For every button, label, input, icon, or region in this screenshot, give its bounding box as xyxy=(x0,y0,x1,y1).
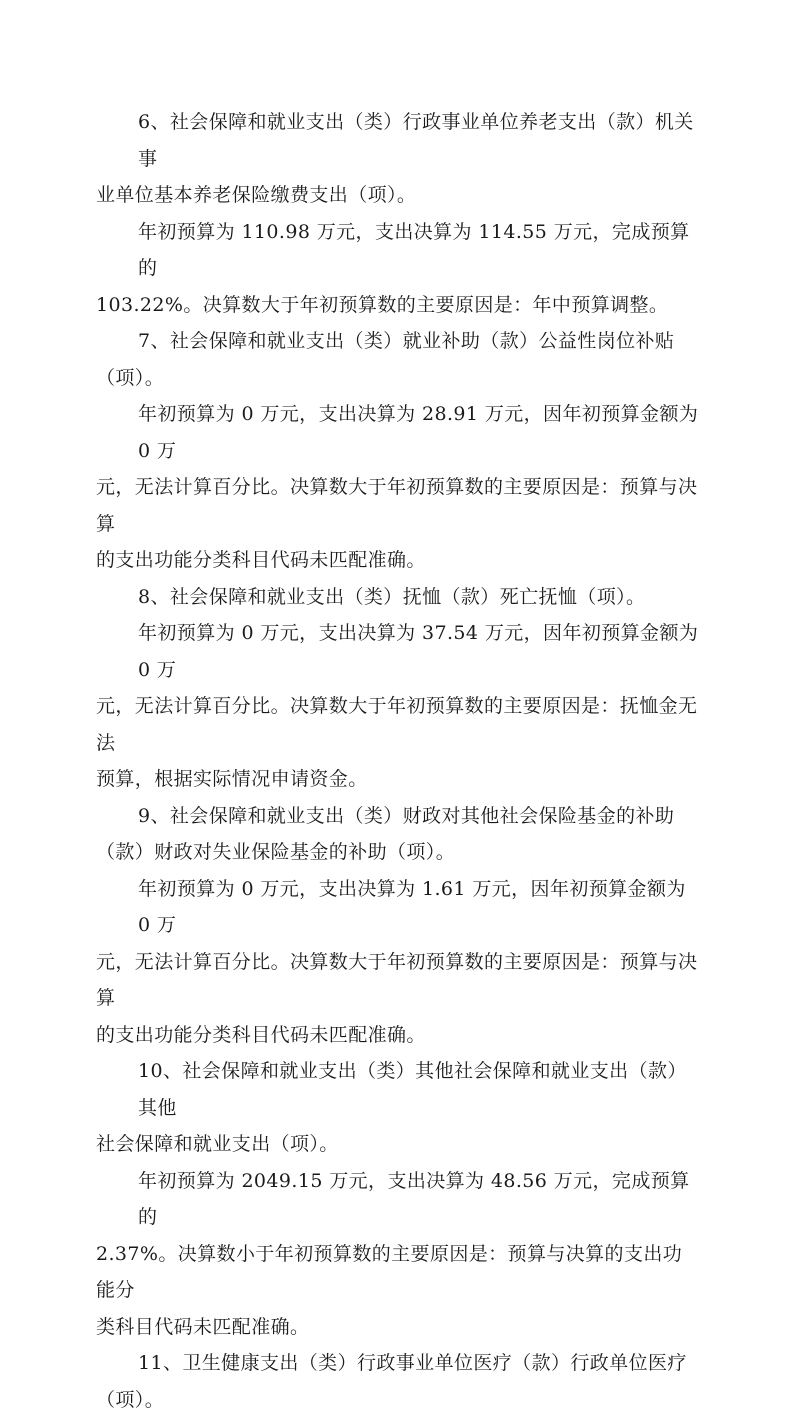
text-line: 8、社会保障和就业支出（类）抚恤（款）死亡抚恤（项）。 xyxy=(96,579,700,616)
text-line: 年初预算为 0 万元，支出决算为 1.61 万元，因年初预算金额为 0 万 xyxy=(96,871,700,944)
paragraph-item-8-title xyxy=(96,579,700,616)
paragraph-item-9-title xyxy=(96,798,700,871)
text-line: 10、社会保障和就业支出（类）其他社会保障和就业支出（款）其他 xyxy=(96,1053,700,1126)
text-line: 年初预算为 110.98 万元，支出决算为 114.55 万元，完成预算的 xyxy=(96,214,700,287)
paragraph-item-9-detail xyxy=(96,871,700,1054)
text-line: 的支出功能分类科目代码未匹配准确。 xyxy=(96,1017,700,1054)
paragraph-item-7-detail xyxy=(96,396,700,579)
document-body xyxy=(96,104,700,1418)
text-line: （款）财政对失业保险基金的补助（项）。 xyxy=(96,834,700,871)
paragraph-item-6-title xyxy=(96,104,700,214)
text-line: 年初预算为 0 万元，支出决算为 37.54 万元，因年初预算金额为 0 万 xyxy=(96,615,700,688)
text-line: 年初预算为 0 万元，支出决算为 28.91 万元，因年初预算金额为 0 万 xyxy=(96,396,700,469)
paragraph-item-7-title xyxy=(96,323,700,396)
text-line: 11、卫生健康支出（类）行政事业单位医疗（款）行政单位医疗 xyxy=(96,1345,700,1382)
text-line: 年初预算为 2049.15 万元，支出决算为 48.56 万元，完成预算的 xyxy=(96,1163,700,1236)
text-line: （项）。 xyxy=(96,1382,700,1418)
text-line: 元，无法计算百分比。决算数大于年初预算数的主要原因是：抚恤金无法 xyxy=(96,688,700,761)
text-line: （项）。 xyxy=(96,360,700,397)
paragraph-item-10-detail xyxy=(96,1163,700,1346)
text-line: 元，无法计算百分比。决算数大于年初预算数的主要原因是：预算与决算 xyxy=(96,469,700,542)
text-line: 元，无法计算百分比。决算数大于年初预算数的主要原因是：预算与决算 xyxy=(96,944,700,1017)
paragraph-item-11-title xyxy=(96,1345,700,1418)
text-line: 103.22%。决算数大于年初预算数的主要原因是：年中预算调整。 xyxy=(96,287,700,324)
text-line: 预算，根据实际情况申请资金。 xyxy=(96,761,700,798)
text-line: 社会保障和就业支出（项）。 xyxy=(96,1126,700,1163)
paragraph-item-6-detail xyxy=(96,214,700,324)
text-line: 业单位基本养老保险缴费支出（项）。 xyxy=(96,177,700,214)
paragraph-item-10-title xyxy=(96,1053,700,1163)
text-line: 的支出功能分类科目代码未匹配准确。 xyxy=(96,542,700,579)
text-line: 2.37%。决算数小于年初预算数的主要原因是：预算与决算的支出功能分 xyxy=(96,1236,700,1309)
text-line: 7、社会保障和就业支出（类）就业补助（款）公益性岗位补贴 xyxy=(96,323,700,360)
text-line: 9、社会保障和就业支出（类）财政对其他社会保险基金的补助 xyxy=(96,798,700,835)
text-line: 类科目代码未匹配准确。 xyxy=(96,1309,700,1346)
text-line: 6、社会保障和就业支出（类）行政事业单位养老支出（款）机关事 xyxy=(96,104,700,177)
paragraph-item-8-detail xyxy=(96,615,700,798)
